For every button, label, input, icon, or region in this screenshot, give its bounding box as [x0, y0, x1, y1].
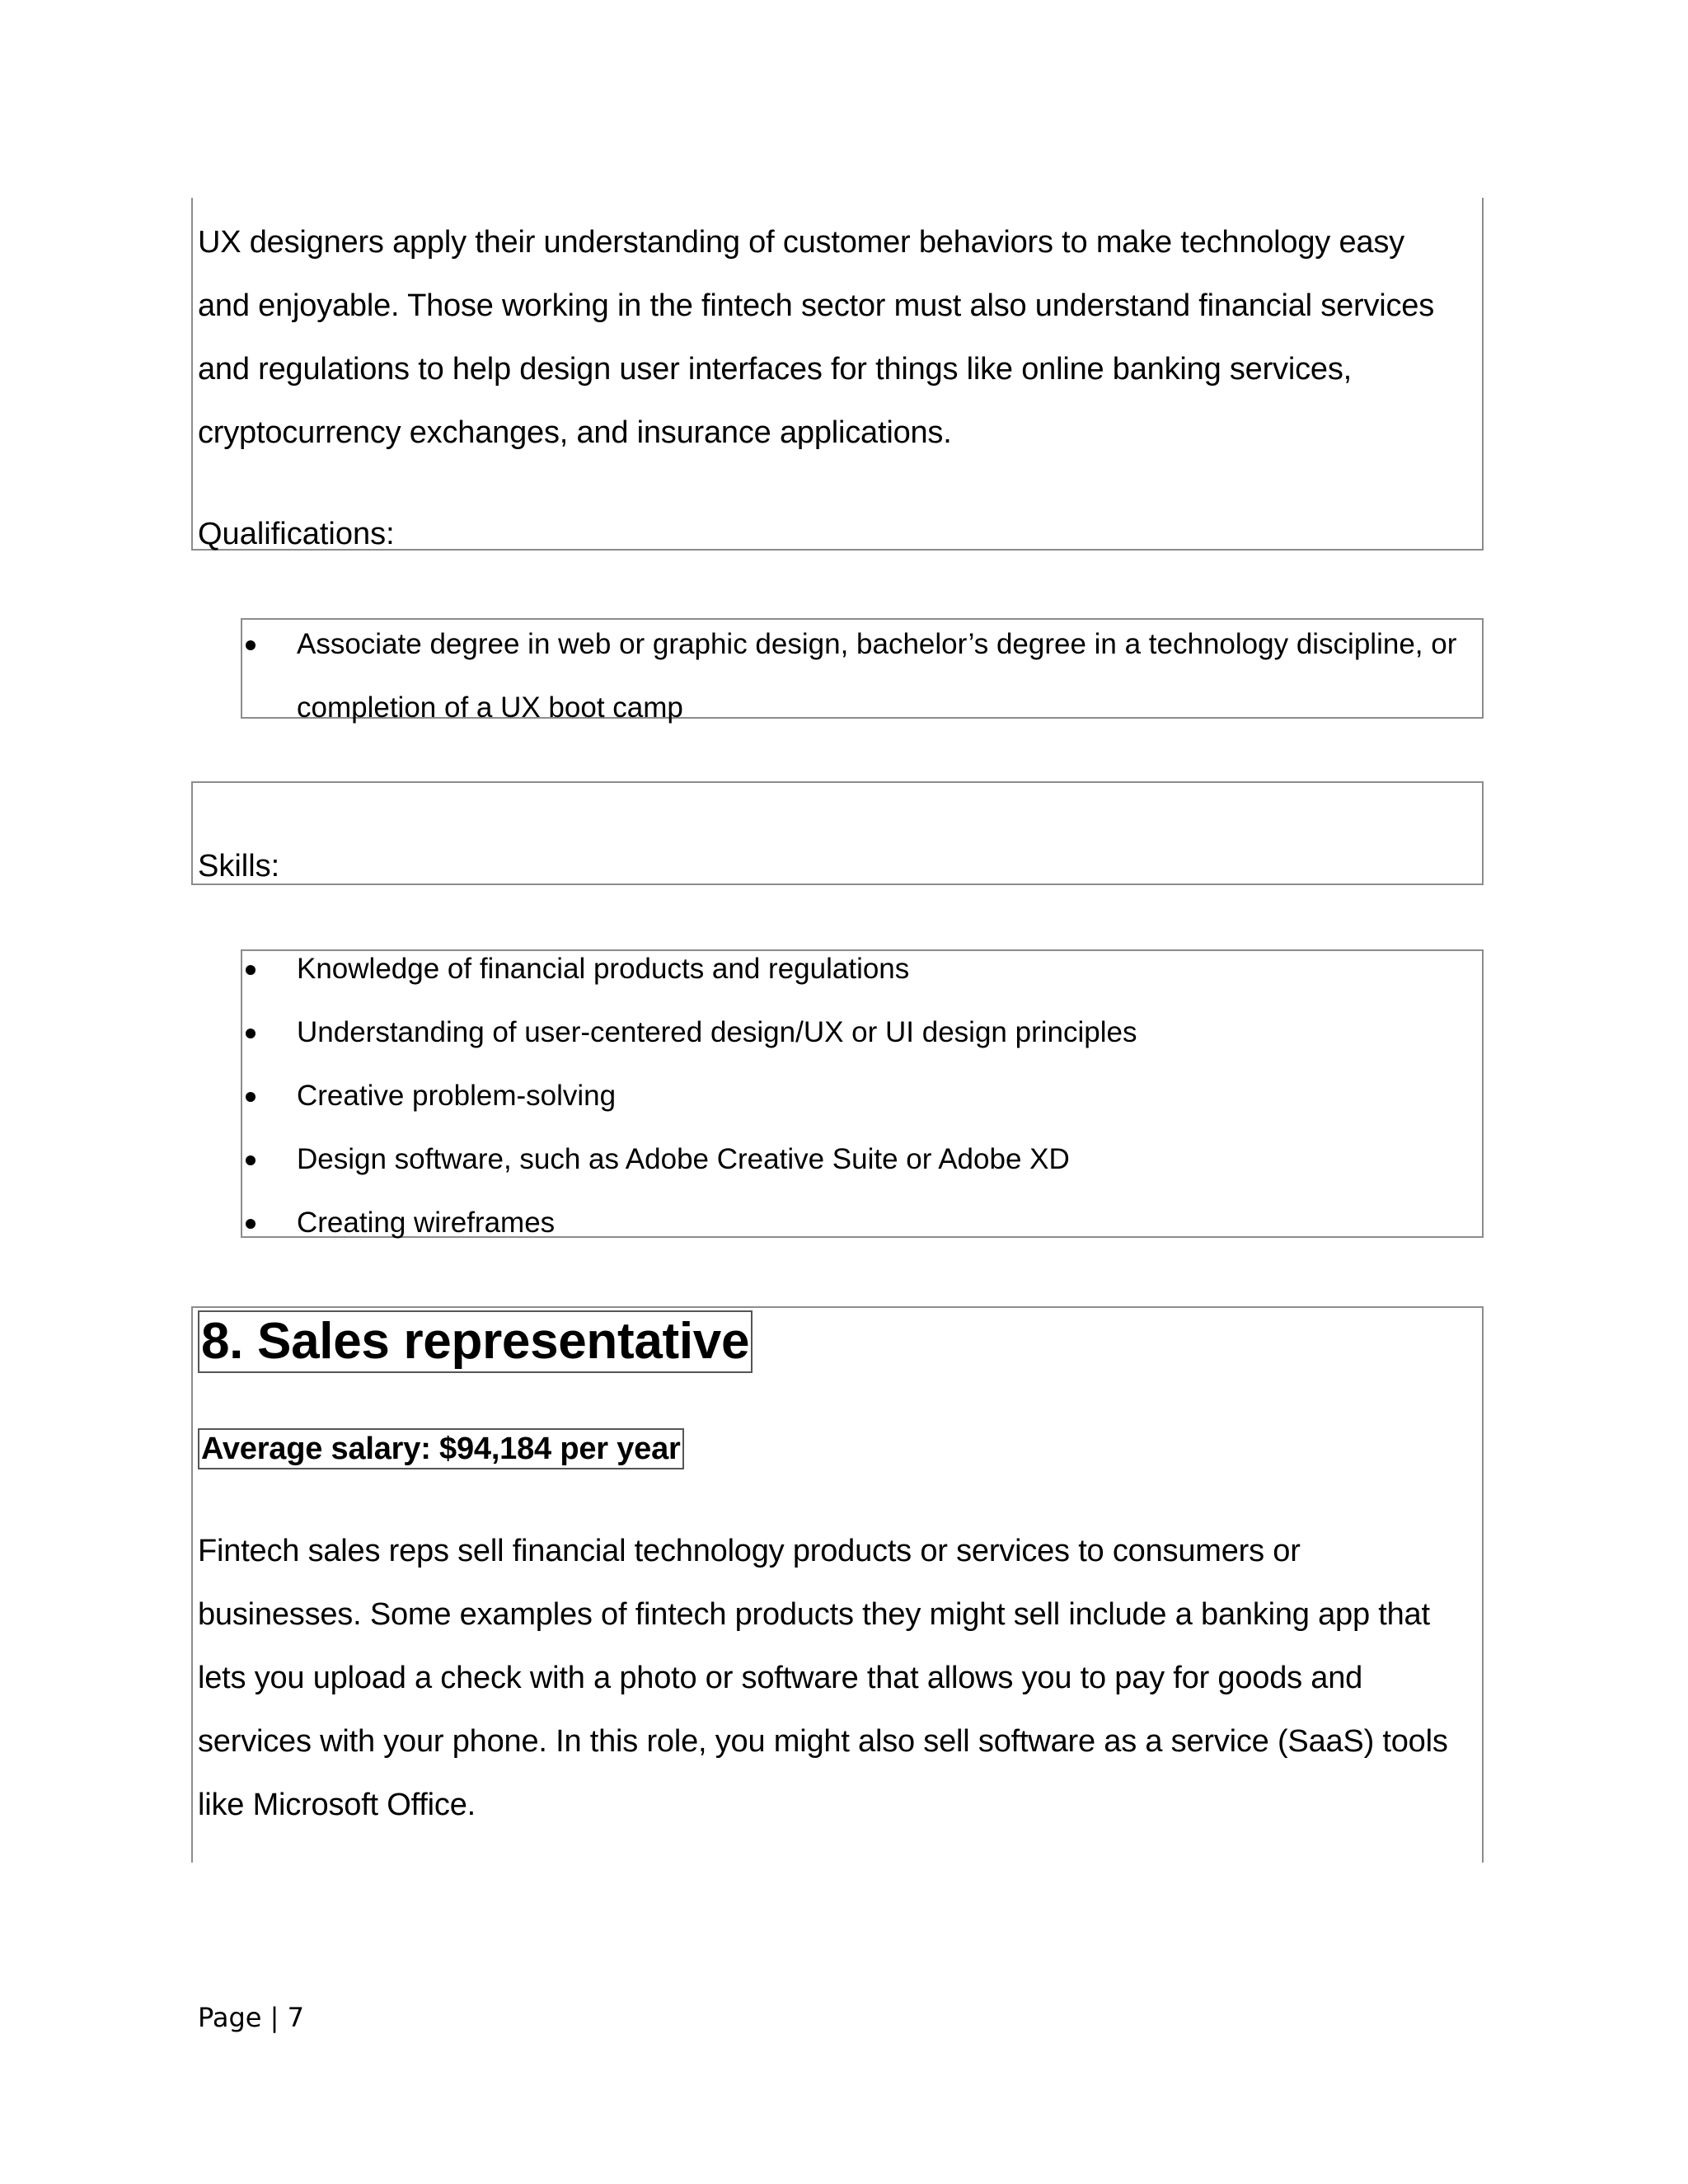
intro-line-3: and regulations to help design user interfaces for things like online banking services, — [198, 352, 1352, 387]
page-number: Page | 7 — [198, 2002, 304, 2033]
skill-item — [246, 1001, 1482, 1064]
skill-item — [246, 1191, 1482, 1254]
salary-subheading: Average salary: $94,184 per year — [198, 1428, 684, 1469]
skill-item — [246, 1127, 1482, 1191]
bullet-icon — [246, 1155, 256, 1165]
qualification-line-2: completion of a UX boot camp — [297, 691, 683, 724]
skill-label: Design software, such as Adobe Creative Suite or Adobe XD — [297, 1143, 1070, 1175]
section-8-line-2: businesses. Some examples of fintech products they might sell include a banking app that — [198, 1597, 1430, 1632]
intro-line-1: UX designers apply their understanding of customer behaviors to make technology easy — [198, 225, 1404, 260]
section-8-line-1: Fintech sales reps sell financial technology products or services to consumers or — [198, 1534, 1301, 1568]
skill-label: Understanding of user-centered design/UX or UI design principles — [297, 1016, 1137, 1048]
qualifications-label: Qualifications: — [198, 517, 395, 551]
bullet-icon — [246, 1092, 256, 1102]
section-8-line-5: like Microsoft Office. — [198, 1788, 476, 1822]
skill-item — [246, 937, 1482, 1001]
skills-label: Skills: — [198, 849, 280, 883]
skill-label: Creating wireframes — [297, 1207, 556, 1239]
skill-label: Knowledge of financial products and regulations — [297, 953, 910, 985]
bullet-icon — [246, 1029, 256, 1038]
skill-item — [246, 1064, 1482, 1127]
qualification-item — [246, 612, 1482, 739]
skill-label: Creative problem-solving — [297, 1080, 617, 1112]
section-heading: 8. Sales representative — [198, 1310, 753, 1373]
bullet-icon — [246, 640, 256, 650]
section-8-line-4: services with your phone. In this role, you might also sell software as a service (SaaS) tools — [198, 1724, 1448, 1759]
bullet-icon — [246, 965, 256, 975]
intro-line-4: cryptocurrency exchanges, and insurance applications. — [198, 415, 952, 450]
skills-label-frame — [191, 781, 1484, 885]
intro-line-2: and enjoyable. Those working in the fintech sector must also understand financial services — [198, 288, 1435, 323]
bullet-icon — [246, 1219, 256, 1229]
qualification-line-1: Associate degree in web or graphic design, bachelor’s degree in a technology discipline, or — [297, 628, 1457, 660]
section-8-line-3: lets you upload a check with a photo or software that allows you to pay for goods and — [198, 1661, 1363, 1695]
